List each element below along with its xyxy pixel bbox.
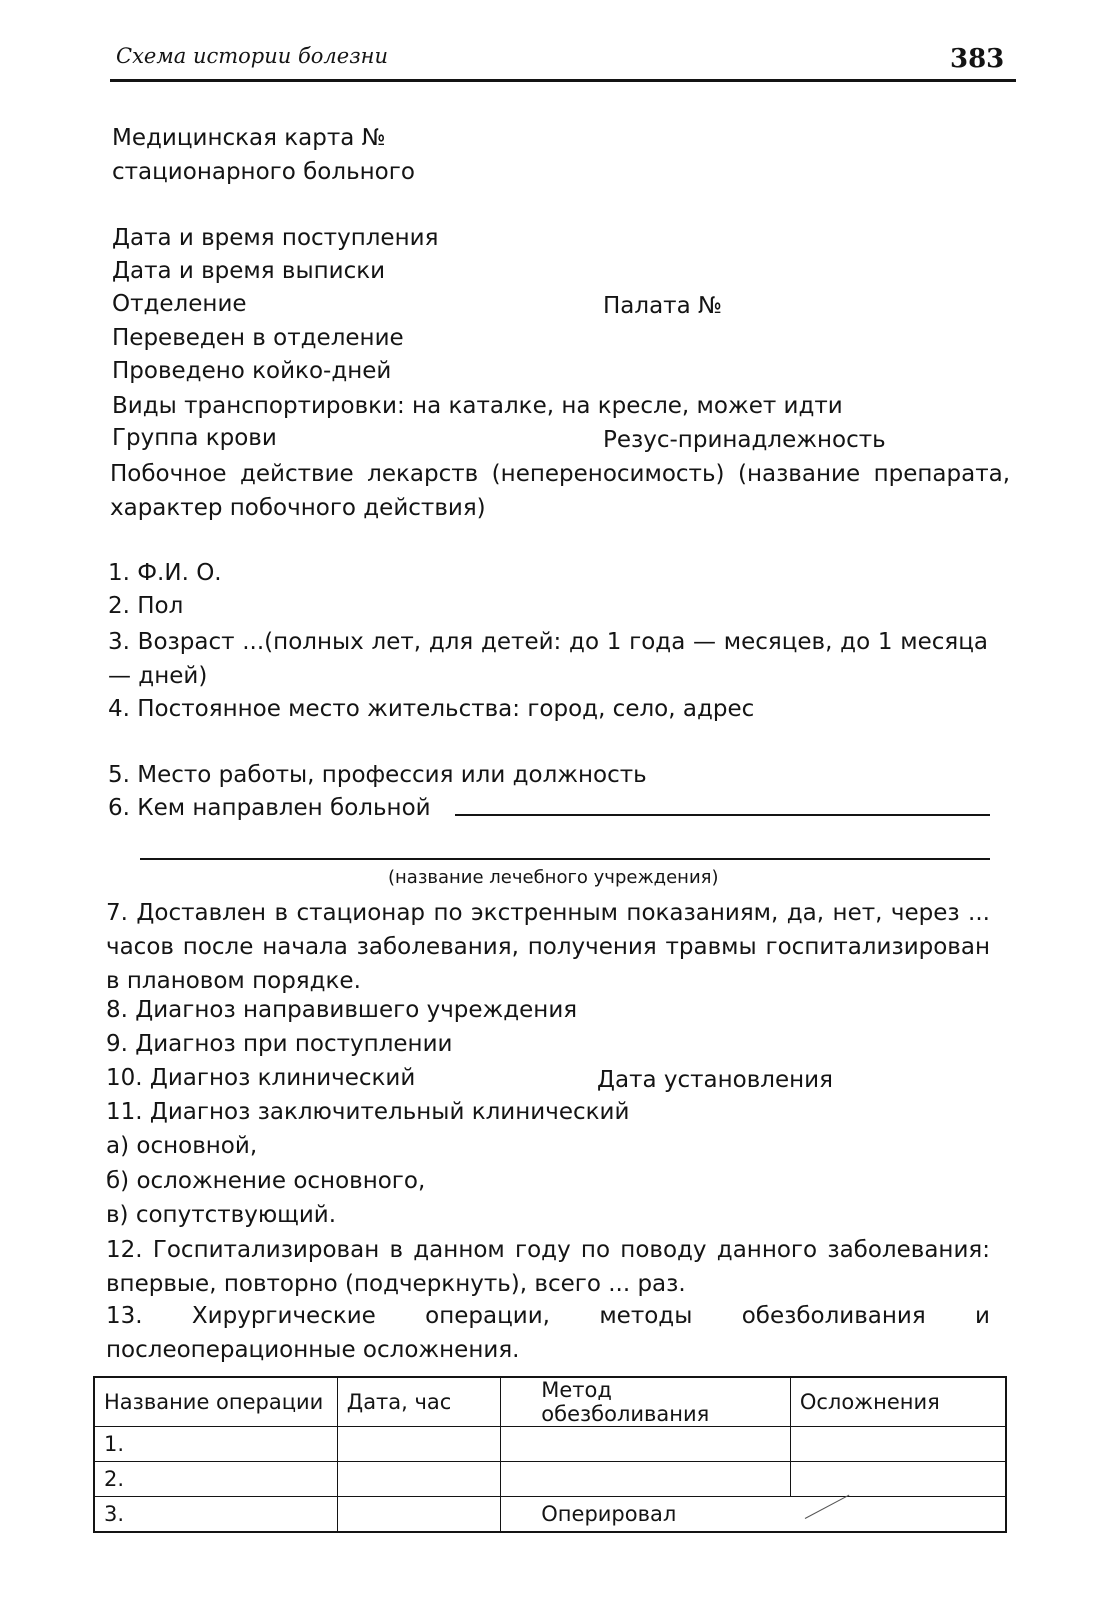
table-row [94, 1462, 1006, 1497]
field-department: Отделение [112, 291, 247, 317]
item-1: 1. Ф.И. О. [108, 560, 222, 586]
card-title-line2: стационарного больного [112, 159, 415, 185]
card-title-line1: Медицинская карта № [112, 125, 386, 151]
field-bed-days: Проведено койко-дней [112, 358, 392, 384]
field-transport: Виды транспортировки: на каталке, на кресле, может идти [112, 393, 843, 419]
field-blood-group: Группа крови [112, 425, 277, 451]
item-5: 5. Место работы, профессия или должность [108, 762, 647, 788]
table-header-row [94, 1377, 1006, 1427]
table-row [94, 1427, 1006, 1462]
table-header-cell: Дата, час [337, 1377, 500, 1427]
field-side-effects: Побочное действие лекарств (непереносимость) (название препарата, характер побочного действия) [110, 461, 1010, 521]
table-cell: 3. [94, 1497, 337, 1533]
item-8: 8. Диагноз направившего учреждения [106, 997, 578, 1023]
item-9: 9. Диагноз при поступлении [106, 1031, 453, 1057]
item-10-date: Дата установления [597, 1067, 833, 1093]
field-transferred: Переведен в отделение [112, 325, 404, 351]
table-cell [337, 1427, 500, 1462]
item-4: 4. Постоянное место жительства: город, село, адрес [108, 696, 755, 722]
item-2: 2. Пол [108, 593, 184, 619]
table-cell: 2. [94, 1462, 337, 1497]
table-cell [790, 1462, 1006, 1497]
field-admission: Дата и время поступления [112, 225, 439, 251]
table-header-cell: Осложнения [790, 1377, 1006, 1427]
running-title: Схема истории болезни [116, 44, 389, 68]
item-11: 11. Диагноз заключительный клинический [106, 1099, 630, 1125]
referral-blank-line-2 [140, 858, 990, 860]
referral-caption: (название лечебного учреждения) [388, 867, 719, 888]
table-cell [790, 1427, 1006, 1462]
item-11a: а) основной, [106, 1133, 258, 1159]
referral-blank-line [455, 814, 990, 816]
item-10: 10. Диагноз клинический [106, 1065, 416, 1091]
page-number: 383 [950, 44, 1005, 74]
operations-table [93, 1376, 1007, 1533]
table-cell: 1. [94, 1427, 337, 1462]
item-12: 12. Госпитализирован в данном году по поводу данного заболевания: впервые, повторно (подчеркнуть), всего ... раз. [106, 1237, 990, 1297]
table-cell [501, 1427, 791, 1462]
item-11c: в) сопутствующий. [106, 1202, 337, 1228]
field-discharge: Дата и время выписки [112, 258, 386, 284]
item-3: 3. Возраст ...(полных лет, для детей: до 1 года — месяцев, до 1 месяца — дней) [108, 629, 988, 689]
item-11b: б) осложнение основного, [106, 1168, 426, 1194]
table-cell [501, 1462, 791, 1497]
table-cell [337, 1462, 500, 1497]
item-6: 6. Кем направлен больной [108, 795, 431, 821]
operated-by-cell: Оперировал [501, 1497, 1006, 1533]
table-row [94, 1497, 1006, 1533]
field-ward: Палата № [603, 293, 722, 319]
item-13: 13. Хирургические операции, методы обезболивания и послеоперационные осложнения. [106, 1303, 990, 1363]
table-header-cell: Метод обезболивания [501, 1377, 791, 1427]
table-header-cell: Название операции [94, 1377, 337, 1427]
item-7: 7. Доставлен в стационар по экстренным показаниям, да, нет, через ... часов после начала заболевания, получения травмы госпитализирован в плановом порядке. [106, 900, 990, 994]
table-cell [337, 1497, 500, 1533]
field-rh: Резус-принадлежность [603, 427, 886, 453]
header-rule [110, 79, 1016, 82]
